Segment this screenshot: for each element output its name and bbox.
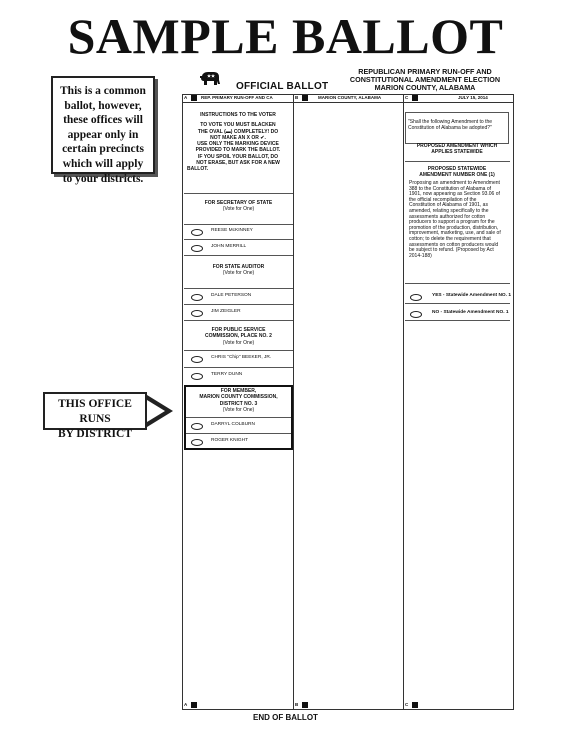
- timing-mark: [302, 95, 308, 101]
- question-line: Constitution of Alabama be adopted?": [408, 125, 492, 132]
- vote-oval[interactable]: [191, 423, 203, 430]
- body-line: promotion of the production, distribution,: [409, 224, 499, 231]
- candidate-name: JOHN MERRILL: [211, 244, 247, 249]
- candidate-name: DARRYL COLBURN: [211, 422, 255, 427]
- body-line: amended, relating specifically to the: [409, 207, 489, 214]
- vote-oval[interactable]: [191, 294, 203, 301]
- note-line: certain precincts: [62, 143, 144, 156]
- timing-mark: [302, 702, 308, 708]
- separator: [184, 367, 293, 368]
- separator: [405, 303, 510, 304]
- column-letter-b: B: [295, 702, 299, 707]
- district-callout: [43, 392, 147, 440]
- column-letter-a: A: [184, 95, 188, 100]
- race-title: COMMISSION, PLACE NO. 2: [205, 333, 272, 340]
- timing-mark: [412, 95, 418, 101]
- race-title: FOR MEMBER,: [220, 388, 257, 394]
- instruction-line: NOT MAKE AN X OR ✔.: [210, 134, 266, 141]
- column-letter-b: B: [295, 95, 299, 100]
- column-a-header: REP. PRIMARY RUN-OFF AND CA: [201, 95, 273, 100]
- election-line: MARION COUNTY, ALABAMA: [374, 83, 476, 92]
- amendment-no-label: NO - Statewide Amendment NO. 1: [432, 310, 509, 315]
- column-divider: [293, 94, 294, 710]
- callout-line: THIS OFFICE RUNS: [58, 398, 132, 425]
- body-line: producers to support a program for the: [409, 219, 495, 226]
- instruction-line: TO VOTE YOU MUST BLACKEN: [200, 122, 276, 129]
- vote-oval[interactable]: [191, 356, 203, 363]
- separator: [405, 283, 510, 284]
- timing-mark: [191, 702, 197, 708]
- separator: [184, 239, 293, 240]
- body-line: be subject to refund. (Proposed by Act: [409, 247, 494, 254]
- note-line: ballot, however,: [64, 99, 142, 112]
- separator: [186, 433, 291, 434]
- instruction-line: BALLOT.: [187, 166, 209, 173]
- separator: [184, 255, 293, 256]
- race-county-header: [186, 388, 291, 413]
- candidate-name: TERRY DUNN: [211, 372, 243, 377]
- statewide-line: PROPOSED AMENDMENT WHICH: [416, 143, 498, 149]
- amendment-yes-label: YES - Statewide Amendment NO. 1: [432, 293, 511, 298]
- candidate-name: CHRIS "Chip" BEEKER, JR.: [211, 355, 272, 360]
- vote-oval-no[interactable]: [410, 311, 422, 318]
- column-divider: [403, 94, 404, 710]
- instruction-line: IF YOU SPOIL YOUR BALLOT, DO: [197, 153, 278, 160]
- race-psc-header: [184, 327, 293, 346]
- note-line: appear only in: [67, 128, 139, 141]
- instruction-line: PROVIDED TO MARK THE BALLOT.: [195, 147, 281, 154]
- page-title: SAMPLE BALLOT: [67, 8, 504, 64]
- body-line: 388 to the Constitution of Alabama of: [409, 185, 491, 192]
- vote-oval[interactable]: [191, 439, 203, 446]
- body-line: Proposing an amendment to Amendment: [409, 180, 500, 186]
- instruction-line: NOT ERASE, BUT ASK FOR A NEW: [196, 160, 280, 167]
- separator: [405, 320, 510, 321]
- election-line: CONSTITUTIONAL AMENDMENT ELECTION: [349, 75, 501, 84]
- race-title: FOR STATE AUDITOR: [212, 264, 265, 270]
- candidate-name: DALE PETERSON: [211, 293, 252, 298]
- column-letter-a: A: [184, 702, 188, 707]
- column-b-header: MARION COUNTY, ALABAMA: [318, 95, 382, 100]
- race-title: DISTRICT NO. 3: [219, 400, 258, 407]
- separator: [184, 193, 293, 194]
- note-box: [51, 76, 155, 185]
- race-title: FOR SECRETARY OF STATE: [204, 200, 273, 206]
- vote-for-one: (Vote for One): [222, 406, 255, 413]
- note-line: which will apply: [62, 157, 144, 170]
- timing-mark: [191, 95, 197, 101]
- race-auditor-header: [184, 264, 293, 277]
- amendment-body: [409, 181, 507, 259]
- race-secretary-header: [184, 200, 293, 213]
- separator: [184, 320, 293, 321]
- callout-line: BY DISTRICT: [57, 428, 133, 440]
- note-line: to your districts.: [62, 172, 144, 185]
- body-line: improvement, marketing, use, and sale of: [409, 230, 501, 237]
- body-line: 1901, now appearing as Section 93.06 of: [409, 191, 500, 198]
- statewide-line: APPLIES STATEWIDE: [431, 149, 483, 156]
- separator: [184, 224, 293, 225]
- election-title: [340, 68, 510, 92]
- column-letter-c: C: [405, 95, 409, 100]
- separator: [184, 350, 293, 351]
- note-line: these offices will: [63, 114, 143, 127]
- candidate-name: JIM ZEIGLER: [211, 309, 241, 314]
- body-line: assessments on cotton producers would: [409, 241, 499, 248]
- vote-oval-yes[interactable]: [410, 294, 422, 301]
- election-line: REPUBLICAN PRIMARY RUN-OFF AND: [358, 67, 492, 76]
- vote-for-one: (Vote for One): [222, 206, 255, 213]
- vote-oval[interactable]: [191, 373, 203, 380]
- number-line: AMENDMENT NUMBER ONE (1): [419, 172, 495, 179]
- vote-oval[interactable]: [191, 229, 203, 236]
- note-line: This is a common: [60, 85, 146, 97]
- end-of-ballot: END OF BALLOT: [253, 713, 318, 722]
- body-line: 2014-188): [409, 252, 432, 259]
- column-c-header: JULY 15, 2014: [458, 95, 488, 100]
- body-line: Constitution of Alabama of 1901, as: [409, 202, 488, 209]
- instructions-title: INSTRUCTIONS TO THE VOTER: [200, 112, 276, 118]
- race-title: FOR PUBLIC SERVICE: [211, 327, 266, 333]
- amendment-number: [405, 166, 509, 179]
- race-title: MARION COUNTY COMMISSION,: [199, 394, 278, 401]
- separator: [186, 417, 291, 418]
- candidate-name: REESE McKINNEY: [211, 228, 253, 233]
- instruction-line: THE OVAL (▬) COMPLETELY! DO: [197, 128, 279, 135]
- body-line: assessments authorized for cotton: [409, 213, 486, 220]
- vote-oval[interactable]: [191, 245, 203, 252]
- question-line: "Shall the following Amendment to the: [408, 119, 493, 125]
- body-line: the official recompilation of the: [409, 196, 477, 203]
- vote-for-one: (Vote for One): [222, 339, 255, 346]
- header-rule: [182, 102, 514, 103]
- separator: [184, 288, 293, 289]
- vote-oval[interactable]: [191, 310, 203, 317]
- separator: [405, 161, 510, 162]
- republican-elephant-icon: [199, 70, 221, 88]
- amendment-statewide: [405, 143, 509, 156]
- instruction-line: USE ONLY THE MARKING DEVICE: [197, 141, 279, 148]
- instructions: [184, 112, 292, 173]
- separator: [184, 304, 293, 305]
- candidate-name: ROGER KNIGHT: [211, 438, 249, 443]
- vote-for-one: (Vote for One): [222, 270, 255, 277]
- callout-arrow-fill: [147, 400, 165, 422]
- timing-mark: [412, 702, 418, 708]
- amendment-question: [408, 119, 508, 132]
- column-letter-c: C: [405, 702, 409, 707]
- official-ballot-label: OFFICIAL BALLOT: [236, 81, 329, 92]
- body-line: cotton; to delete the requirement that: [409, 235, 491, 242]
- number-line: PROPOSED STATEWIDE: [427, 166, 487, 172]
